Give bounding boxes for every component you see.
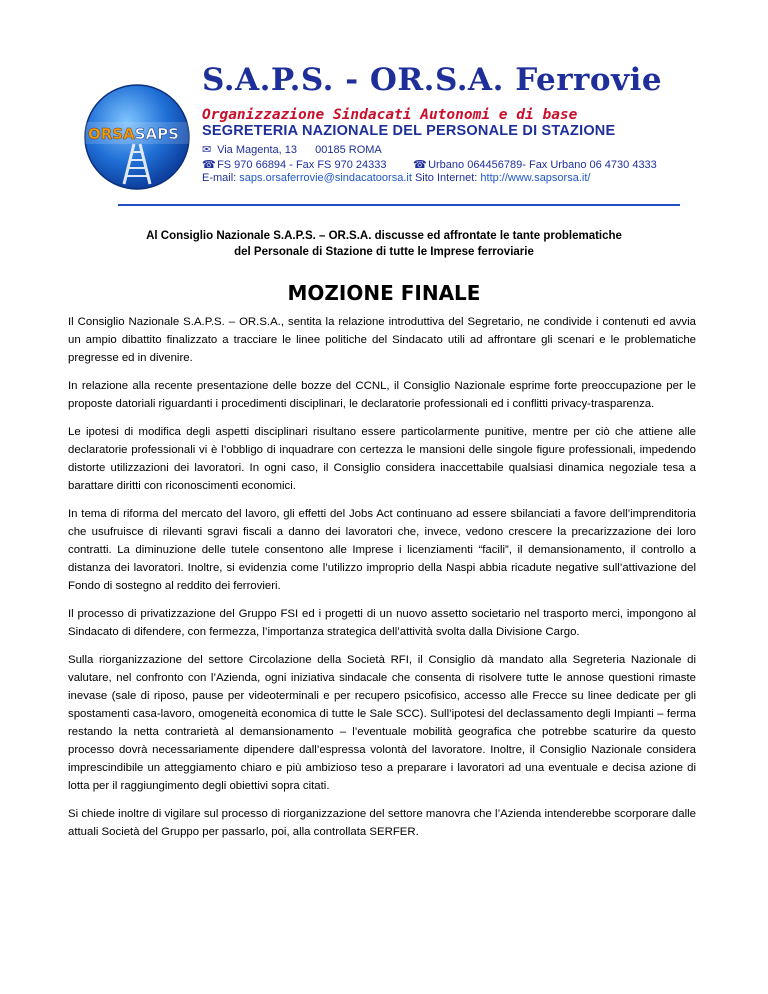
org-subtitle: Organizzazione Sindacati Autonomi e di base [202,107,578,123]
phone-urban: Urbano 064456789- Fax Urbano 06 4730 4333 [428,159,657,171]
phone-urban-line [413,158,657,171]
site-link[interactable]: http://www.sapsorsa.it/ [480,172,591,184]
header-divider [118,204,680,206]
paragraph: Il Consiglio Nazionale S.A.P.S. – OR.S.A., sentita la relazione introduttiva del Segretario, ne condivide i contenuti ed avvia un ampio dibattito finalizzato a tracciare le linee politiche del Sindacato utili ad affrontare gli scenari e le problematiche pregresse ed in divenire. [68,316,696,364]
paragraph: Sulla riorganizzazione del settore Circolazione della Società RFI, il Consiglio dà mandato alla Segreteria Nazionale di valutare, nel confronto con l’Azienda, ogni iniziativa sindacale che consenta di risolvere tutte le annose questioni rimaste inevase (sale di riposo, pause per videoterminali e per recupero psicofisico, accesso alle Frecce su linee dedicate per gli spostamenti casa-lavoro, omogeneità economica di tutte le Sale SCC). Sull’ipotesi del declassamento degli Impianti – ferma restando la netta contrarietà al demansionamento – l’eventuale mobilità geografica che potrebbe scaturire da questo processo dovrà necessariamente dipendere dall’espressa volontà del lavoratore. Inoltre, il Consiglio Nazionale considera imprescindibile un atteggiamento chiaro e più ambizioso teso a preparare i lavoratori ad una eventuale e decisa azione di lotta per il raggiungimento degli obiettivi sopra citati. [68,654,696,792]
email-label: E-mail: [202,172,237,184]
site-label: Sito Internet: [414,172,478,184]
email-link[interactable]: saps.orsaferrovie@sindacatoorsa.it [239,172,412,184]
paragraph: In tema di riforma del mercato del lavoro, gli effetti del Jobs Act continuano ad essere sbilanciati a favore dell’imprenditoria che usufruisce di rilevanti sgravi fiscali a danno dei lavoratori che, invece, vedono crescere la precarizzazione dei loro contratti. La diminuzione delle tutele consentono alle Imprese i licenziamenti “facili”, il demansionamento, il controllo a distanza dei lavoratori. Inoltre, si evidenzia come l’utilizzo improprio della Naspi abbia ricadute negative sull’attivazione del Fondo di sostegno al reddito dei ferrovieri. [68,508,696,592]
paragraph: Si chiede inoltre di vigilare sul processo di riorganizzazione del settore manovra che l’Azienda intenderebbe scorporare dalle attuali Società del Gruppo per passarlo, poi, alla controllata SERFER. [68,808,696,838]
org-title: S.A.P.S. - OR.S.A. Ferrovie [202,62,663,98]
paragraph: Le ipotesi di modifica degli aspetti disciplinari risultano essere particolarmente punitive, mentre per ciò che attiene alle declaratorie professionali vi è l’obbligo di inquadrare con certezza le mansioni delle singole figure professionali, impedendo distorte utilizzazioni dei lavoratori. In ogni caso, il Consiglio considera inaccettabile qualsiasi dinamica negoziale tesa a barattare diritti con riconoscimenti economici. [68,426,696,492]
mail-icon: ✉ [202,144,212,156]
phone-fs-line [202,158,386,171]
intro-line-1: Al Consiglio Nazionale S.A.P.S. – OR.S.A. discusse ed affrontate le tante problematiche [146,230,622,242]
document-body [68,313,696,851]
department-name: SEGRETERIA NAZIONALE DEL PERSONALE DI STAZIONE [202,123,616,139]
phone-fs: FS 970 66894 - Fax FS 970 24333 [217,159,387,171]
phone-icon: ☎ [413,159,427,171]
document-heading: MOZIONE FINALE [287,281,481,305]
intro-text [80,228,688,260]
address-line [202,143,382,156]
email-line [202,172,590,184]
orsa-saps-logo [84,84,190,190]
city: 00185 ROMA [315,144,382,156]
svg-text:ORSASAPS: ORSASAPS [88,125,179,143]
address: Via Magenta, 13 [217,144,297,156]
paragraph: In relazione alla recente presentazione delle bozze del CCNL, il Consiglio Nazionale esprime forte preoccupazione per le proposte datoriali riguardanti i procedimenti disciplinari, le declaratorie professionali ed i conflitti privacy-trasparenza. [68,380,696,410]
intro-line-2: del Personale di Stazione di tutte le Imprese ferroviarie [234,246,534,258]
phone-icon: ☎ [202,159,216,171]
paragraph: Il processo di privatizzazione del Gruppo FSI ed i progetti di un nuovo assetto societario nel trasporto merci, impongono al Sindacato di difendere, con fermezza, l’importanza strategica dell’attività svolta dalla Divisione Cargo. [68,608,696,638]
